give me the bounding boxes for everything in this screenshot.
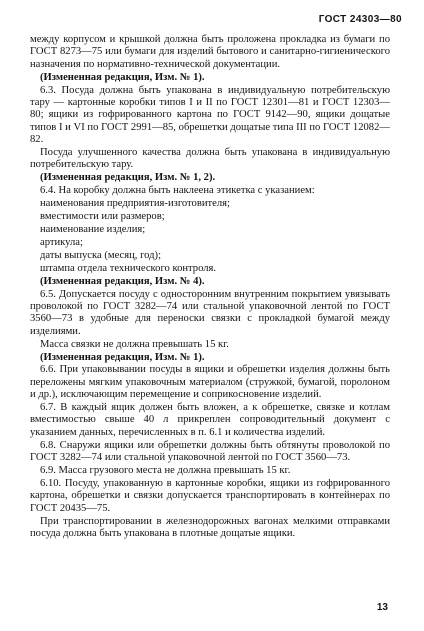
paragraph-mass: Масса связки не должна превышать 15 кг. xyxy=(40,338,229,350)
edition-note: (Измененная редакция, Изм. № 4). xyxy=(40,275,205,287)
edition-note: (Измененная редакция, Изм. № 1, 2). xyxy=(40,172,216,184)
label-item: наименование изделия; xyxy=(40,223,146,235)
paragraph-quality: Посуда улучшенного качества должна быть упакована в индивидуальную потребительскую тару. xyxy=(30,146,390,171)
paragraph-6-7: 6.7. В каждый ящик должен быть вложен, а к обрешетке, связке и котлам вместимостью свыше 40 л прикреплен сопроводительный документ с указанием данных, перечисленных в п. 6.1 и количества изделий. xyxy=(30,402,390,438)
label-item: наименования предприятия-изготовителя; xyxy=(40,198,230,210)
label-item: даты выпуска (месяц, год); xyxy=(40,249,162,261)
paragraph-6-5: 6.5. Допускается посуду с односторонним внутренним покрытием увязывать проволокой по ГОСТ 3282—74 или стальной упаковочной лентой по ГОСТ 3560—73 в удобные для переноски связки с прокладкой бумагой между изделиями. xyxy=(30,288,390,337)
label-item: вместимости или размеров; xyxy=(40,210,165,222)
paragraph-6-8: 6.8. Снаружи ящики или обрешетки должны быть обтянуты проволокой по ГОСТ 3282—74 или стальной упаковочной лентой по ГОСТ 3560—73. xyxy=(30,439,390,464)
paragraph-6-9: 6.9. Масса грузового места не должна превышать 15 кг. xyxy=(40,464,291,476)
edition-note: (Измененная редакция, Изм. № 1). xyxy=(40,71,205,83)
label-item: артикула; xyxy=(40,236,83,248)
paragraph-continuation: между корпусом и крышкой должна быть проложена прокладка из бумаги по ГОСТ 8273—75 или бумаги для изделий бытового и санитарно-гигиенического назначения по нормативно-технической документации. xyxy=(30,34,390,70)
page-number: 13 xyxy=(376,602,388,613)
paragraph-6-4: 6.4. На коробку должна быть наклеена этикетка с указанием: xyxy=(40,185,315,197)
paragraph-6-10: 6.10. Посуду, упакованную в картонные коробки, ящики из гофрированного картона, обрешетки и связки допускается транспортировать в контейнерах по ГОСТ 20435—75. xyxy=(30,477,390,514)
paragraph-transport: При транспортировании в железнодорожных вагонах мелкими отправками посуда должна быть упакована в плотные дощатые ящики. xyxy=(30,515,390,539)
edition-note: (Измененная редакция, Изм. № 1). xyxy=(40,351,205,363)
label-item: штампа отдела технического контроля. xyxy=(40,262,217,274)
paragraph-6-6: 6.6. При упаковывании посуды в ящики и обрешетки изделия должны быть переложены мягким упаковочным материалом (стружкой, бумагой, поролоном и др.), исключающим перемещение и соприкосновение изделий. xyxy=(30,364,390,401)
document-body xyxy=(30,34,390,541)
paragraph-6-3: 6.3. Посуда должна быть упакована в индивидуальную потребительскую тару — картонные коробки типов I и II по ГОСТ 12301—81 и ГОСТ 12303—80; ящики из гофрированного картона по ГОСТ 9142—90, ящики дощатые типов I и VI по ГОСТ 2991—85, обрешетки дощатые типа III по ГОСТ 12082—82. xyxy=(30,84,390,145)
document-header: ГОСТ 24303—80 xyxy=(318,14,402,25)
